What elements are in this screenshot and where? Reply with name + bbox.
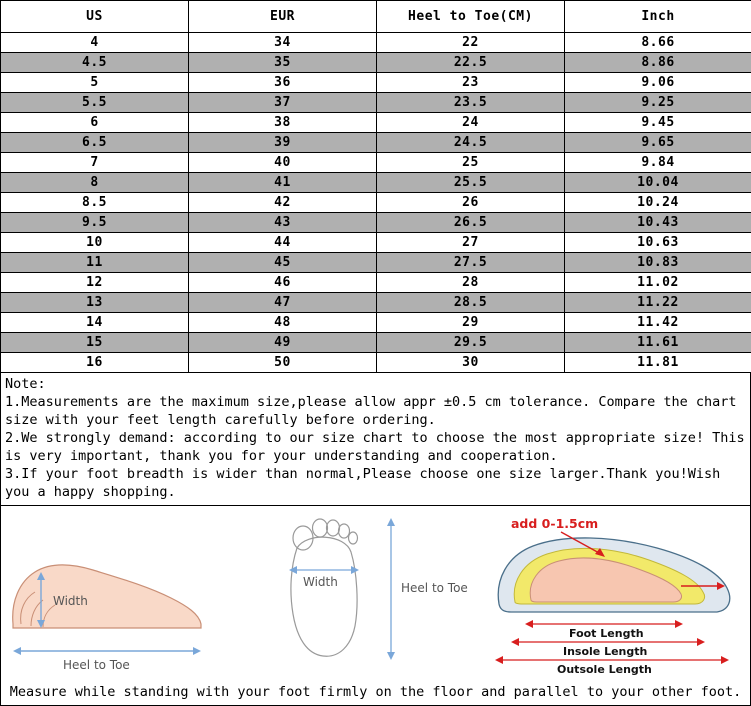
cell-us: 4	[1, 33, 189, 53]
note-1-line-1: 1.Measurements are the maximum size,please allow appr ±0.5 cm tolerance. Compare the chart	[5, 393, 746, 411]
note-3-line-2: you a happy shopping.	[5, 483, 746, 501]
cell-eur: 50	[189, 353, 377, 373]
cell-eur: 38	[189, 113, 377, 133]
cell-inch: 11.81	[565, 353, 751, 373]
cell-us: 14	[1, 313, 189, 333]
column-header-heel-to-toe: Heel to Toe(CM)	[377, 1, 565, 33]
table-row	[1, 293, 751, 313]
cell-eur: 45	[189, 253, 377, 273]
cell-heel-to-toe: 23.5	[377, 93, 565, 113]
cell-heel-to-toe: 24.5	[377, 133, 565, 153]
cell-us: 16	[1, 353, 189, 373]
table-row	[1, 153, 751, 173]
cell-inch: 8.66	[565, 33, 751, 53]
cell-inch: 11.02	[565, 273, 751, 293]
cell-inch: 10.83	[565, 253, 751, 273]
table-row	[1, 273, 751, 293]
table-row	[1, 253, 751, 273]
cell-inch: 9.65	[565, 133, 751, 153]
cell-heel-to-toe: 26.5	[377, 213, 565, 233]
foot-length-label: Foot Length	[569, 627, 644, 640]
cell-eur: 43	[189, 213, 377, 233]
cell-inch: 10.04	[565, 173, 751, 193]
cell-heel-to-toe: 28.5	[377, 293, 565, 313]
toe-4	[339, 524, 350, 538]
cell-us: 4.5	[1, 53, 189, 73]
table-row	[1, 353, 751, 373]
diagram-top-view	[251, 506, 481, 678]
add-length-label: add 0-1.5cm	[511, 516, 598, 531]
cell-inch: 9.84	[565, 153, 751, 173]
cell-heel-to-toe: 22.5	[377, 53, 565, 73]
cell-us: 11	[1, 253, 189, 273]
width-label: Width	[303, 575, 338, 589]
notes-section	[0, 373, 751, 506]
footer-instruction: Measure while standing with your foot firmly on the floor and parallel to your other foot.	[0, 678, 751, 706]
table-row	[1, 33, 751, 53]
cell-heel-to-toe: 25.5	[377, 173, 565, 193]
cell-heel-to-toe: 29.5	[377, 333, 565, 353]
cell-us: 6.5	[1, 133, 189, 153]
cell-us: 10	[1, 233, 189, 253]
table-row	[1, 173, 751, 193]
toe-big	[293, 526, 313, 550]
cell-heel-to-toe: 27.5	[377, 253, 565, 273]
toe-2	[313, 519, 328, 537]
diagram-side-view	[1, 506, 251, 678]
cell-eur: 42	[189, 193, 377, 213]
cell-heel-to-toe: 23	[377, 73, 565, 93]
table-row	[1, 193, 751, 213]
outsole-length-label: Outsole Length	[557, 663, 652, 676]
cell-us: 15	[1, 333, 189, 353]
cell-us: 7	[1, 153, 189, 173]
cell-inch: 11.42	[565, 313, 751, 333]
cell-us: 5	[1, 73, 189, 93]
footprint-outline	[291, 537, 357, 656]
column-header-eur: EUR	[189, 1, 377, 33]
cell-us: 12	[1, 273, 189, 293]
cell-eur: 35	[189, 53, 377, 73]
cell-us: 13	[1, 293, 189, 313]
cell-inch: 10.43	[565, 213, 751, 233]
cell-heel-to-toe: 26	[377, 193, 565, 213]
note-2-line-1: 2.We strongly demand: according to our size chart to choose the most appropriate size! This	[5, 429, 746, 447]
toe-5	[349, 532, 358, 544]
cell-inch: 8.86	[565, 53, 751, 73]
cell-eur: 34	[189, 33, 377, 53]
cell-inch: 10.63	[565, 233, 751, 253]
cell-us: 6	[1, 113, 189, 133]
cell-eur: 47	[189, 293, 377, 313]
cell-us: 8	[1, 173, 189, 193]
measurement-diagrams	[0, 506, 751, 678]
table-row	[1, 113, 751, 133]
width-label: Width	[53, 594, 88, 608]
note-3-line-1: 3.If your foot breadth is wider than normal,Please choose one size larger.Thank you!Wish	[5, 465, 746, 483]
cell-eur: 44	[189, 233, 377, 253]
cell-inch: 9.25	[565, 93, 751, 113]
cell-eur: 48	[189, 313, 377, 333]
note-1-line-2: size with your feet length carefully before ordering.	[5, 411, 746, 429]
cell-us: 8.5	[1, 193, 189, 213]
cell-heel-to-toe: 28	[377, 273, 565, 293]
toe-3	[327, 520, 340, 536]
heel-to-toe-label: Heel to Toe	[63, 658, 130, 672]
cell-eur: 36	[189, 73, 377, 93]
cell-inch: 9.06	[565, 73, 751, 93]
cell-eur: 37	[189, 93, 377, 113]
cell-inch: 9.45	[565, 113, 751, 133]
cell-eur: 46	[189, 273, 377, 293]
cell-heel-to-toe: 22	[377, 33, 565, 53]
diagram-shoe-lengths	[481, 506, 751, 678]
cell-heel-to-toe: 29	[377, 313, 565, 333]
cell-heel-to-toe: 27	[377, 233, 565, 253]
table-header-row	[1, 1, 751, 33]
insole-length-label: Insole Length	[563, 645, 647, 658]
notes-title: Note:	[5, 375, 746, 393]
heel-to-toe-label: Heel to Toe	[401, 581, 468, 595]
table-row	[1, 233, 751, 253]
cell-eur: 49	[189, 333, 377, 353]
table-row	[1, 333, 751, 353]
cell-us: 9.5	[1, 213, 189, 233]
cell-eur: 40	[189, 153, 377, 173]
cell-eur: 41	[189, 173, 377, 193]
cell-inch: 10.24	[565, 193, 751, 213]
table-row	[1, 93, 751, 113]
cell-inch: 11.61	[565, 333, 751, 353]
column-header-us: US	[1, 1, 189, 33]
table-row	[1, 213, 751, 233]
cell-heel-to-toe: 24	[377, 113, 565, 133]
table-row	[1, 53, 751, 73]
cell-heel-to-toe: 25	[377, 153, 565, 173]
cell-us: 5.5	[1, 93, 189, 113]
table-row	[1, 73, 751, 93]
cell-inch: 11.22	[565, 293, 751, 313]
column-header-inch: Inch	[565, 1, 751, 33]
table-row	[1, 133, 751, 153]
cell-eur: 39	[189, 133, 377, 153]
table-row	[1, 313, 751, 333]
cell-heel-to-toe: 30	[377, 353, 565, 373]
note-2-line-2: is very important, thank you for your understanding and cooperation.	[5, 447, 746, 465]
